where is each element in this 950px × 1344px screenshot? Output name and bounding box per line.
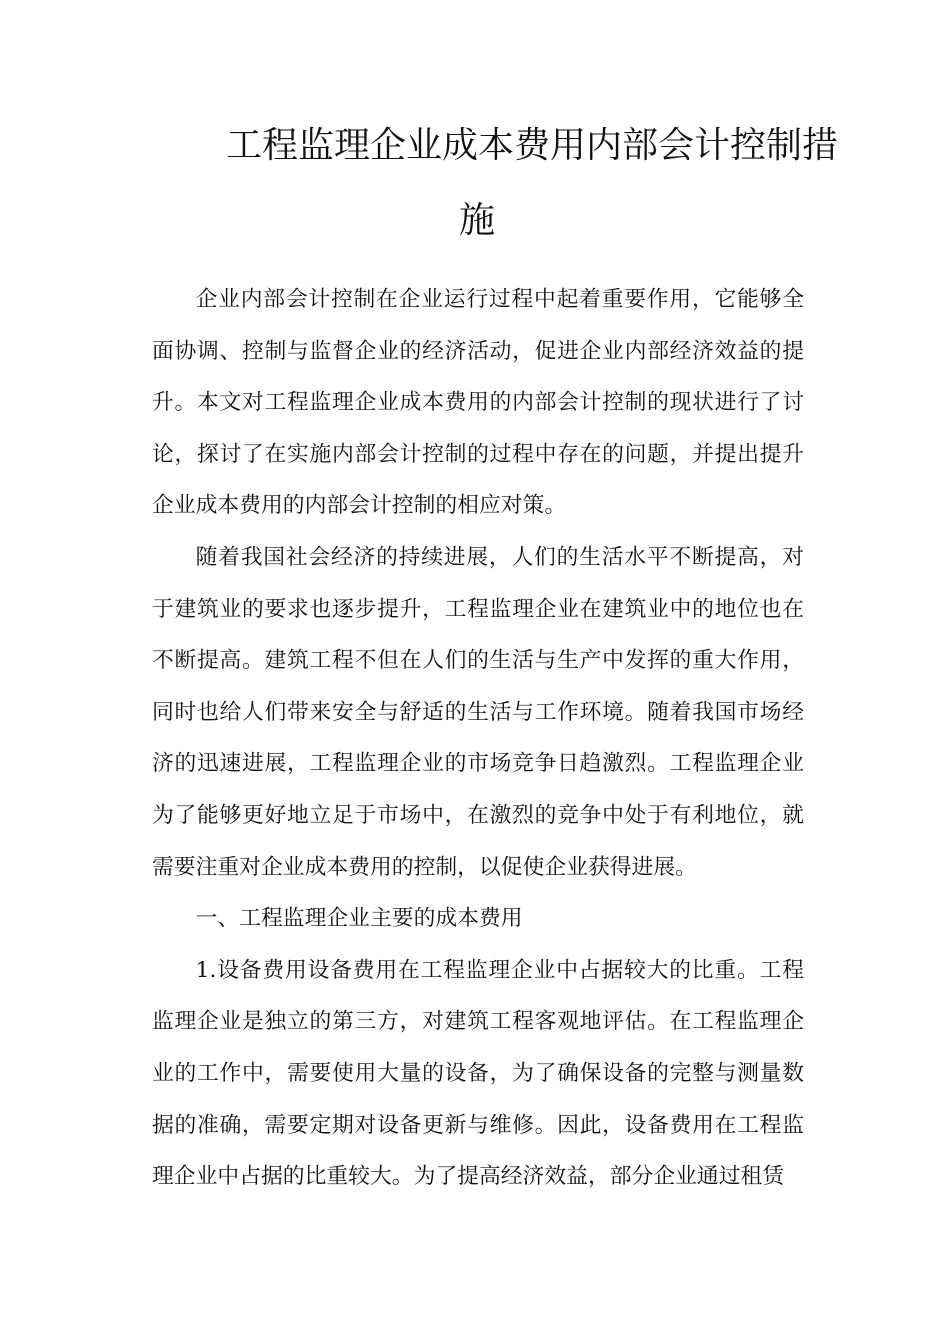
section-heading: 一、工程监理企业主要的成本费用 — [195, 906, 523, 932]
document-title-line-1: 工程监理企业成本费用内部会计控制措 — [226, 125, 839, 166]
paragraph-equipment-cost: 1.设备费用设备费用在工程监理企业中占据较大的比重。工程监理企业是独立的第三方，对建筑工程客观地评估。在工程监理企业的工作中，需要使用大量的设备，为了确保设备的完整与测量数据的准确，需要定期对设备更新与维修。因此，设备费用在工程监理企业中占据的比重较大。为了提高经济效益，部分企业通过租赁 — [152, 957, 804, 1190]
paragraph-abstract: 企业内部会计控制在企业运行过程中起着重要作用，它能够全面协调、控制与监督企业的经济活动，促进企业内部经济效益的提升。本文对工程监理企业成本费用的内部会计控制的现状进行了讨论，探讨了在实施内部会计控制的过程中存在的问题，并提出提升企业成本费用的内部会计控制的相应对策。 — [152, 287, 804, 519]
paragraph-intro: 随着我国社会经济的持续进展，人们的生活水平不断提高，对于建筑业的要求也逐步提升，工程监理企业在建筑业中的地位也在不断提高。建筑工程不但在人们的生活与生产中发挥的重大作用，同时也给人们带来安全与舒适的生活与工作环境。随着我国市场经济的迅速进展，工程监理企业的市场竞争日趋激烈。工程监理企业为了能够更好地立足于市场中，在激烈的竞争中处于有利地位，就需要注重对企业成本费用的控制，以促使企业获得进展。 — [152, 544, 804, 880]
document-body — [152, 274, 804, 1203]
document-title-line-2: 施 — [459, 200, 496, 241]
